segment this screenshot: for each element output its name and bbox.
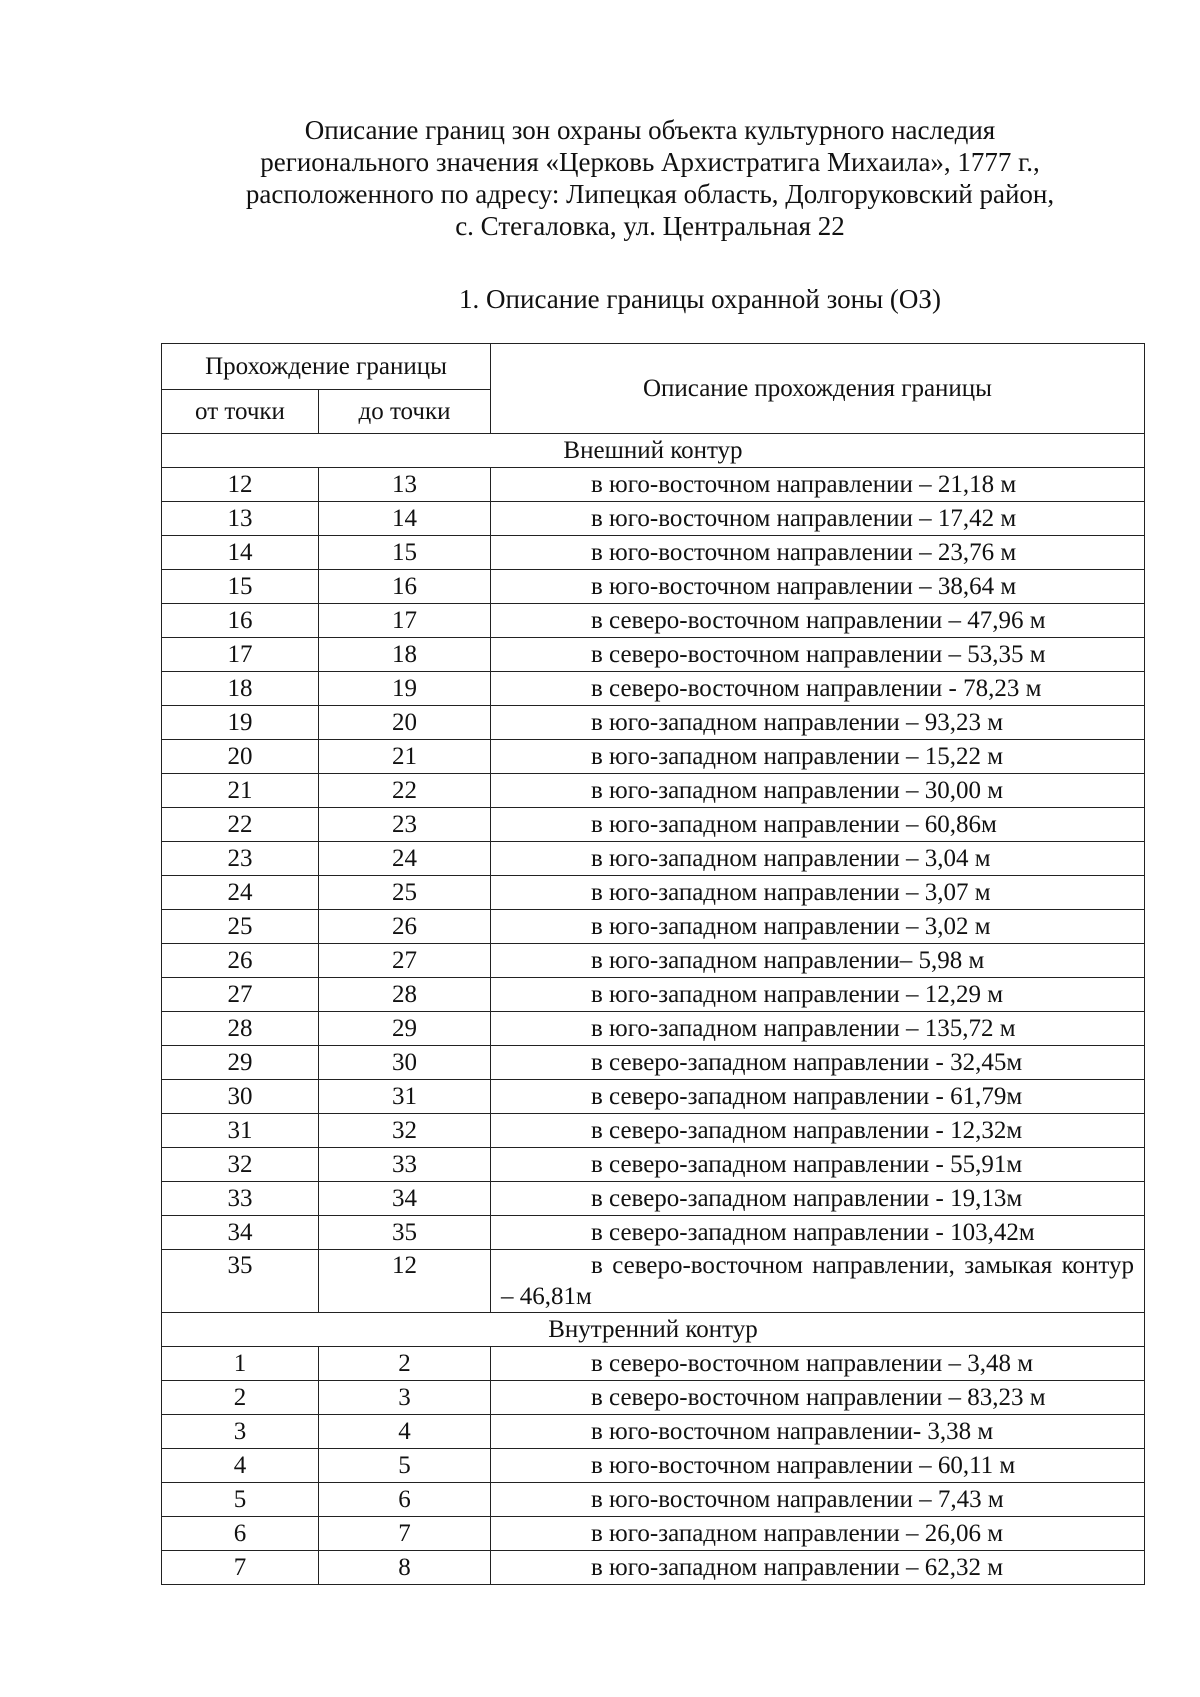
to-point-cell: 34 [319, 1182, 491, 1216]
description-cell: в северо-восточном направлении – 3,48 м [491, 1347, 1145, 1381]
table-row [162, 1483, 1145, 1517]
description-cell: в юго-западном направлении – 60,86м [491, 808, 1145, 842]
description-cell: в северо-западном направлении - 103,42м [491, 1216, 1145, 1250]
from-point-cell: 16 [162, 604, 319, 638]
to-point-cell: 7 [319, 1517, 491, 1551]
from-point-cell: 27 [162, 978, 319, 1012]
table-row [162, 1148, 1145, 1182]
table-row [162, 1216, 1145, 1250]
description-cell: в юго-западном направлении – 135,72 м [491, 1012, 1145, 1046]
to-point-cell: 3 [319, 1381, 491, 1415]
description-cell: в юго-западном направлении – 93,23 м [491, 706, 1145, 740]
from-point-cell: 35 [162, 1250, 319, 1313]
description-cell: в северо-западном направлении - 55,91м [491, 1148, 1145, 1182]
to-point-cell: 33 [319, 1148, 491, 1182]
description-cell: в юго-восточном направлении- 3,38 м [491, 1415, 1145, 1449]
table-row [162, 1347, 1145, 1381]
from-point-cell: 28 [162, 1012, 319, 1046]
from-point-cell: 12 [162, 468, 319, 502]
from-point-cell: 32 [162, 1148, 319, 1182]
to-point-cell: 31 [319, 1080, 491, 1114]
from-point-cell: 22 [162, 808, 319, 842]
from-point-cell: 4 [162, 1449, 319, 1483]
description-cell: в юго-западном направлении – 12,29 м [491, 978, 1145, 1012]
inner-contour-label: Внутренний контур [162, 1313, 1145, 1347]
from-point-cell: 1 [162, 1347, 319, 1381]
table-row [162, 944, 1145, 978]
section-title: 1. Описание границы охранной зоны (ОЗ) [459, 284, 941, 314]
from-point-cell: 20 [162, 740, 319, 774]
to-point-cell: 21 [319, 740, 491, 774]
outer-contour-label: Внешний контур [162, 434, 1145, 468]
from-point-cell: 25 [162, 910, 319, 944]
table-row [162, 1517, 1145, 1551]
from-point-cell: 3 [162, 1415, 319, 1449]
to-point-cell: 6 [319, 1483, 491, 1517]
table-row [162, 978, 1145, 1012]
table-row [162, 910, 1145, 944]
table-row [162, 842, 1145, 876]
table-row [162, 604, 1145, 638]
from-point-cell: 13 [162, 502, 319, 536]
description-cell: в юго-западном направлении – 62,32 м [491, 1551, 1145, 1585]
table-row [162, 638, 1145, 672]
from-point-cell: 18 [162, 672, 319, 706]
table-row [162, 570, 1145, 604]
to-point-cell: 12 [319, 1250, 491, 1313]
from-point-cell: 23 [162, 842, 319, 876]
to-point-cell: 20 [319, 706, 491, 740]
description-cell: в северо-западном направлении - 61,79м [491, 1080, 1145, 1114]
table-row [162, 1046, 1145, 1080]
from-point-cell: 33 [162, 1182, 319, 1216]
from-point-cell: 30 [162, 1080, 319, 1114]
from-point-cell: 24 [162, 876, 319, 910]
table-row [162, 740, 1145, 774]
to-point-cell: 26 [319, 910, 491, 944]
to-point-cell: 28 [319, 978, 491, 1012]
to-point-cell: 23 [319, 808, 491, 842]
to-point-cell: 2 [319, 1347, 491, 1381]
description-cell: в юго-западном направлении – 3,02 м [491, 910, 1145, 944]
header-from-point: от точки [162, 390, 319, 434]
description-cell: в юго-восточном направлении – 38,64 м [491, 570, 1145, 604]
table-row [162, 1012, 1145, 1046]
description-cell: в юго-восточном направлении – 21,18 м [491, 468, 1145, 502]
table-row [162, 1449, 1145, 1483]
from-point-cell: 19 [162, 706, 319, 740]
header-description: Описание прохождения границы [491, 344, 1145, 434]
description-cell: в северо-восточном направлении – 47,96 м [491, 604, 1145, 638]
from-point-cell: 2 [162, 1381, 319, 1415]
description-cell: в северо-западном направлении - 12,32м [491, 1114, 1145, 1148]
title-line: Описание границ зон охраны объекта культурного наследия [304, 115, 996, 145]
title-line: регионального значения «Церковь Архистратига Михаила», 1777 г., [260, 147, 1040, 177]
from-point-cell: 6 [162, 1517, 319, 1551]
table-row [162, 536, 1145, 570]
to-point-cell: 8 [319, 1551, 491, 1585]
to-point-cell: 16 [319, 570, 491, 604]
from-point-cell: 34 [162, 1216, 319, 1250]
title-line: расположенного по адресу: Липецкая область, Долгоруковский район, [245, 179, 1055, 209]
from-point-cell: 17 [162, 638, 319, 672]
from-point-cell: 7 [162, 1551, 319, 1585]
from-point-cell: 15 [162, 570, 319, 604]
to-point-cell: 13 [319, 468, 491, 502]
table-row [162, 1080, 1145, 1114]
description-cell: в северо-западном направлении - 19,13м [491, 1182, 1145, 1216]
description-cell: в северо-восточном направлении – 83,23 м [491, 1381, 1145, 1415]
to-point-cell: 15 [319, 536, 491, 570]
header-to-point: до точки [319, 390, 491, 434]
table-row [162, 774, 1145, 808]
description-cell: в юго-западном направлении – 30,00 м [491, 774, 1145, 808]
table-header-row [162, 344, 1145, 390]
to-point-cell: 5 [319, 1449, 491, 1483]
table-row [162, 1114, 1145, 1148]
description-cell: в юго-восточном направлении – 60,11 м [491, 1449, 1145, 1483]
to-point-cell: 4 [319, 1415, 491, 1449]
table-row [162, 468, 1145, 502]
description-cell: в юго-восточном направлении – 7,43 м [491, 1483, 1145, 1517]
from-point-cell: 31 [162, 1114, 319, 1148]
from-point-cell: 21 [162, 774, 319, 808]
description-cell: в юго-восточном направлении – 23,76 м [491, 536, 1145, 570]
description-cell: в юго-западном направлении – 26,06 м [491, 1517, 1145, 1551]
table-row [162, 502, 1145, 536]
description-cell: в юго-западном направлении – 3,07 м [491, 876, 1145, 910]
description-cell: в северо-восточном направлении - 78,23 м [491, 672, 1145, 706]
from-point-cell: 26 [162, 944, 319, 978]
from-point-cell: 5 [162, 1483, 319, 1517]
to-point-cell: 25 [319, 876, 491, 910]
header-boundary-passage: Прохождение границы [162, 344, 491, 390]
from-point-cell: 29 [162, 1046, 319, 1080]
boundary-table [161, 343, 1145, 1585]
to-point-cell: 27 [319, 944, 491, 978]
table-row [162, 1551, 1145, 1585]
title-line: с. Стегаловка, ул. Центральная 22 [455, 211, 845, 241]
section-row-outer [162, 434, 1145, 468]
description-cell: в юго-западном направлении – 3,04 м [491, 842, 1145, 876]
description-cell: в юго-западном направлении– 5,98 м [491, 944, 1145, 978]
to-point-cell: 18 [319, 638, 491, 672]
to-point-cell: 32 [319, 1114, 491, 1148]
table-row [162, 808, 1145, 842]
from-point-cell: 14 [162, 536, 319, 570]
to-point-cell: 17 [319, 604, 491, 638]
table-row [162, 706, 1145, 740]
to-point-cell: 29 [319, 1012, 491, 1046]
description-cell: в юго-восточном направлении – 17,42 м [491, 502, 1145, 536]
description-cell: в юго-западном направлении – 15,22 м [491, 740, 1145, 774]
document-title [150, 114, 1150, 242]
to-point-cell: 19 [319, 672, 491, 706]
to-point-cell: 22 [319, 774, 491, 808]
to-point-cell: 35 [319, 1216, 491, 1250]
table-row [162, 1250, 1145, 1313]
section-row-inner [162, 1313, 1145, 1347]
to-point-cell: 30 [319, 1046, 491, 1080]
to-point-cell: 24 [319, 842, 491, 876]
description-cell: в северо-восточном направлении, замыкая контур – 46,81м [491, 1250, 1145, 1313]
table-row [162, 1415, 1145, 1449]
table-row [162, 1381, 1145, 1415]
table-row [162, 876, 1145, 910]
description-cell: в северо-восточном направлении – 53,35 м [491, 638, 1145, 672]
to-point-cell: 14 [319, 502, 491, 536]
table-row [162, 672, 1145, 706]
description-cell: в северо-западном направлении - 32,45м [491, 1046, 1145, 1080]
table-row [162, 1182, 1145, 1216]
